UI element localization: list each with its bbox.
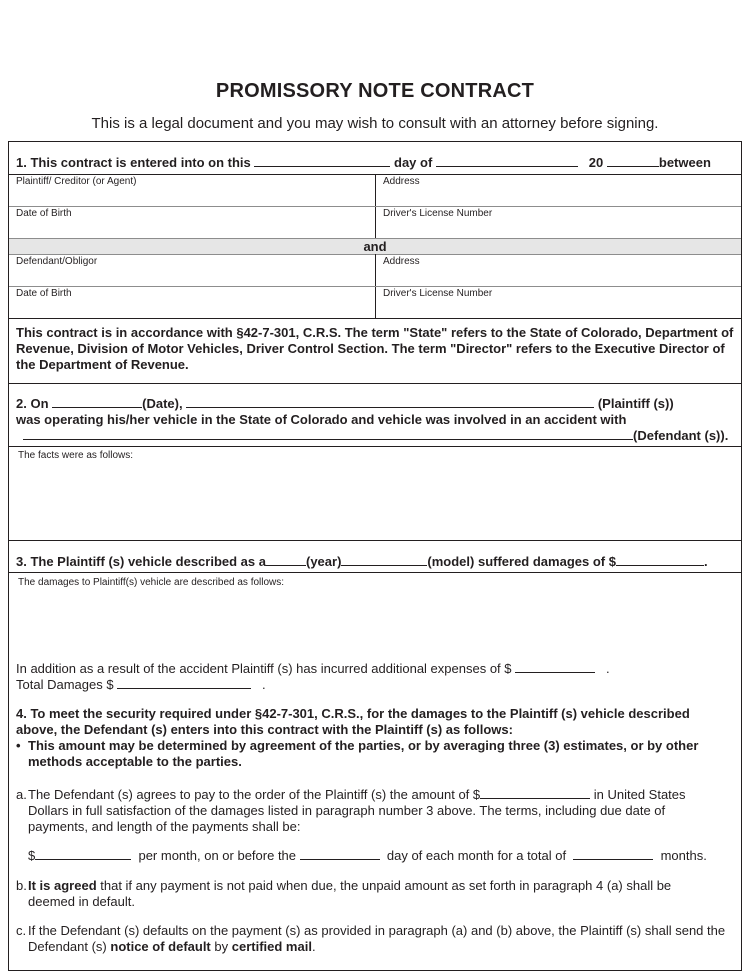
section-1-intro: 1. This contract is entered into on this: [16, 155, 251, 170]
document-subtitle: This is a legal document and you may wish to consult with an attorney before signing.: [91, 115, 659, 132]
per-month-label: per month, on or before the: [138, 848, 297, 863]
section-2-line-1: [16, 396, 736, 411]
item-a-line-3: payments, and length of the payments shall be:: [28, 819, 301, 834]
item-c-paragraph: [28, 923, 734, 955]
months-count-field[interactable]: [573, 849, 653, 860]
section-2-line-3: [23, 428, 735, 443]
section-3-prefix: 3. The Plaintiff (s) vehicle described as a: [16, 554, 266, 569]
additional-period: .: [605, 661, 610, 676]
item-c-marker: c.: [16, 923, 27, 938]
between-label: between: [658, 155, 711, 170]
divider: [9, 318, 741, 319]
defendant-license-label: Driver's License Number: [383, 288, 493, 299]
contract-day-field[interactable]: [254, 156, 390, 167]
defendant-license-field[interactable]: [376, 300, 742, 318]
plaintiff-names-field[interactable]: [186, 397, 594, 408]
contract-year-field[interactable]: [607, 156, 659, 167]
defendant-address-field[interactable]: [376, 268, 742, 286]
defendant-s-label: (Defendant (s)).: [633, 428, 729, 443]
item-b-marker: b.: [16, 878, 27, 893]
defendant-names-field[interactable]: [23, 429, 633, 440]
and-label: and: [363, 239, 387, 254]
plaintiff-label: Plaintiff/ Creditor (or Agent): [16, 176, 137, 187]
section-4-bullet-text: This amount may be determined by agreement of the parties, or by averaging three (3) estimates, or by other methods acceptable to the parties.: [28, 738, 699, 769]
model-label: (model) suffered damages of $: [427, 554, 616, 569]
facts-field[interactable]: [9, 462, 741, 540]
item-b-text: that if any payment is not paid when due, the unpaid amount as set forth in paragraph 4 (a) shall be deemed in default.: [28, 878, 672, 909]
plaintiff-dob-label: Date of Birth: [16, 208, 72, 219]
additional-expenses-line: [16, 661, 736, 676]
day-of-label: day of: [394, 155, 433, 170]
divider: [9, 540, 741, 541]
section-4-paragraph: 4. To meet the security required under §42-7-301, C.R.S., for the damages to the Plaintiff (s) vehicle described above, the Defendant (s) enters into this contract with the Plaintiff (s) as follows:: [16, 706, 690, 737]
divider: [9, 286, 741, 287]
due-day-field[interactable]: [300, 849, 380, 860]
item-a-text-1-end: in United States: [593, 787, 686, 802]
section-2-line-2: was operating his/her vehicle in the State of Colorado and vehicle was involved in an accident with: [16, 412, 627, 427]
item-b-bold: It is agreed: [28, 878, 97, 893]
item-a-text-1: The Defendant (s) agrees to pay to the order of the Plaintiff (s) the amount of $: [28, 787, 481, 802]
contract-form: [8, 141, 742, 971]
defendant-address-label: Address: [383, 256, 420, 267]
vehicle-year-field[interactable]: [266, 555, 306, 566]
vehicle-model-field[interactable]: [341, 555, 427, 566]
section-2-on: 2. On: [16, 396, 49, 411]
facts-label: The facts were as follows:: [18, 450, 134, 461]
pay-dollar: $: [28, 848, 36, 863]
divider: [9, 206, 741, 207]
divider: [9, 446, 741, 447]
date-label: (Date),: [142, 396, 183, 411]
additional-expenses-field[interactable]: [515, 662, 595, 673]
defendant-dob-label: Date of Birth: [16, 288, 72, 299]
item-c-text-3: .: [311, 939, 316, 954]
section-3-period: .: [703, 554, 708, 569]
document-title: PROMISSORY NOTE CONTRACT: [215, 80, 535, 102]
plaintiff-name-field[interactable]: [9, 188, 375, 206]
payment-schedule-line: [28, 848, 732, 863]
damages-label: The damages to Plaintiff(s) vehicle are described as follows:: [18, 577, 285, 588]
section-3-line: [16, 554, 736, 569]
plaintiff-license-field[interactable]: [376, 220, 742, 238]
accordance-paragraph: This contract is in accordance with §42-7-301, C.R.S. The term "State" refers to the State of Colorado, Department of Revenue, Division of Motor Vehicles, Driver Control Section. The term "Director" refers to the Executive Director of the Department of Revenue.: [16, 325, 734, 372]
item-a-line-1: [28, 787, 732, 802]
damages-amount-field[interactable]: [616, 555, 704, 566]
plaintiff-dob-field[interactable]: [9, 220, 375, 238]
payment-total-field[interactable]: [480, 788, 590, 799]
item-b-paragraph: [28, 878, 718, 910]
item-a-marker: a.: [16, 787, 27, 802]
section-1-intro-line: [16, 155, 736, 170]
day-each-label: day of each month for a total of: [386, 848, 567, 863]
divider: [9, 383, 741, 384]
defendant-label: Defendant/Obligor: [16, 256, 98, 267]
total-damages-field[interactable]: [117, 678, 251, 689]
additional-expenses-label: In addition as a result of the accident Plaintiff (s) has incurred additional expenses of $: [16, 661, 512, 676]
bullet-marker: •: [16, 738, 21, 753]
item-c-text-2: by: [210, 939, 232, 954]
item-c-text-1: If the Defendant (s) defaults on the payment (s) as provided in paragraph (a) and (b) above, the Plaintiff (s) shall send the Defendant (s): [28, 923, 726, 954]
divider: [9, 572, 741, 573]
year-prefix: 20: [588, 155, 604, 170]
item-c-bold-1: notice of default: [110, 939, 211, 954]
plaintiff-s-label: (Plaintiff (s)): [597, 396, 674, 411]
total-damages-label: Total Damages $: [16, 677, 114, 692]
plaintiff-address-label: Address: [383, 176, 420, 187]
year-label: (year): [305, 554, 342, 569]
total-damages-line: [16, 677, 736, 692]
item-c-bold-2: certified mail: [231, 939, 312, 954]
damages-description-field[interactable]: [9, 589, 741, 653]
total-period: .: [262, 677, 266, 692]
item-a-line-2: Dollars in full satisfaction of the damages listed in paragraph number 3 above. The terms, including due date of: [28, 803, 666, 818]
defendant-dob-field[interactable]: [9, 300, 375, 318]
plaintiff-license-label: Driver's License Number: [383, 208, 493, 219]
accident-date-field[interactable]: [52, 397, 142, 408]
monthly-amount-field[interactable]: [35, 849, 131, 860]
defendant-name-field[interactable]: [9, 268, 375, 286]
months-label: months.: [660, 848, 707, 863]
plaintiff-address-field[interactable]: [376, 188, 742, 206]
contract-month-field[interactable]: [436, 156, 578, 167]
